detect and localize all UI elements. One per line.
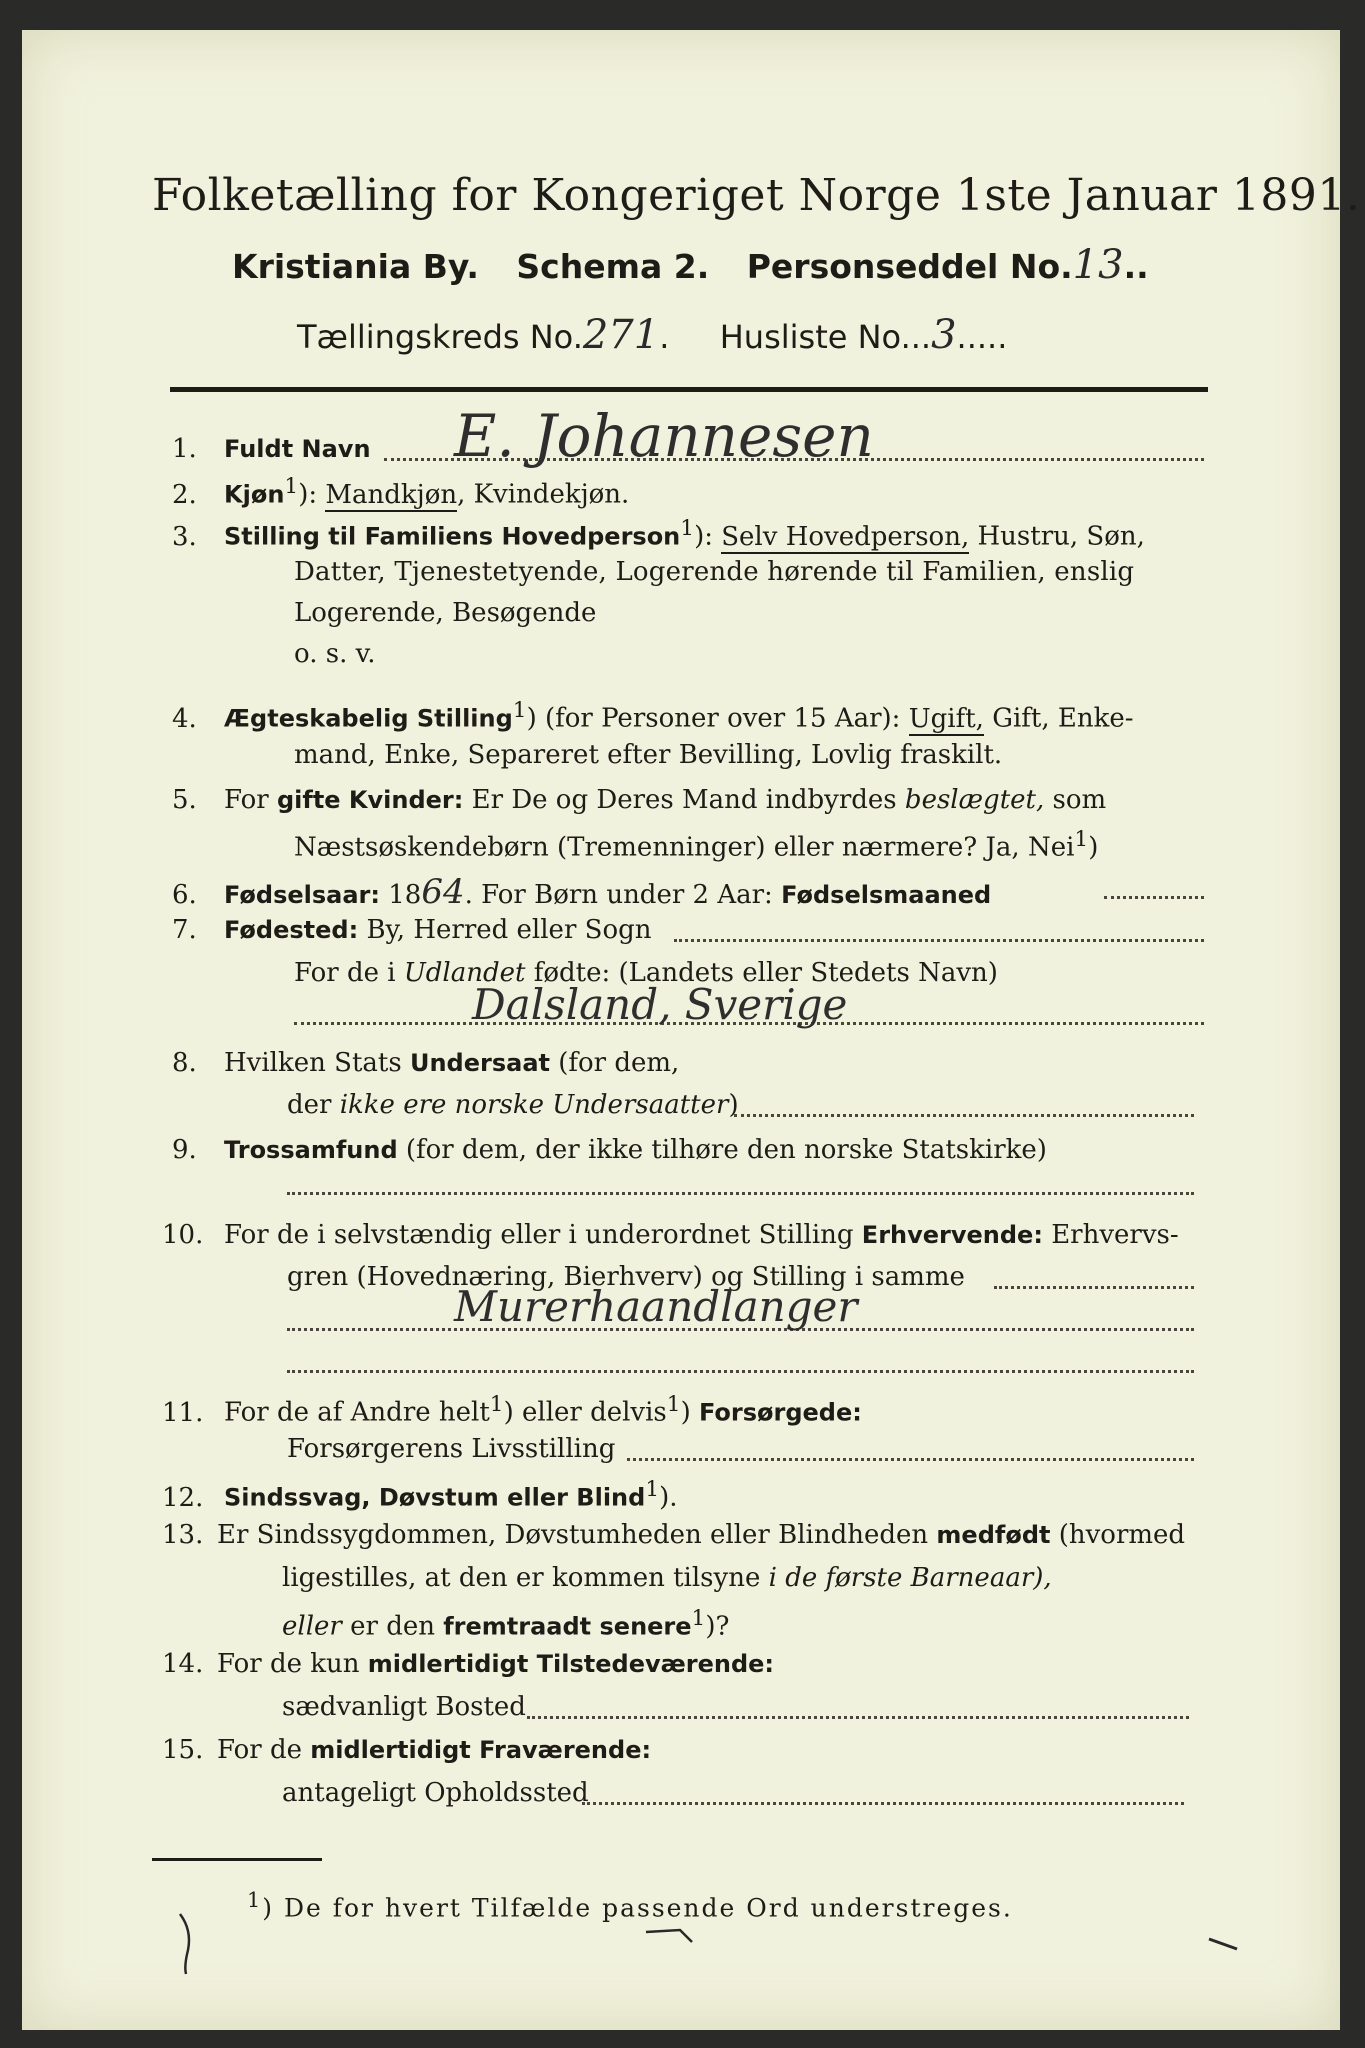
question-text: fødte: (Landets eller Stedets Navn) — [533, 958, 998, 988]
question-4-line-2 — [294, 740, 1002, 770]
question-text-italic: eller — [282, 1611, 342, 1642]
question-text: ) — [680, 1397, 691, 1428]
selected-option-mandkjon: Mandkjøn — [325, 479, 458, 510]
question-text: By, Herred eller Sogn — [366, 915, 652, 945]
question-label: Sindssvag, Døvstum eller Blind — [224, 1483, 646, 1512]
question-label: Trossamfund — [224, 1136, 398, 1164]
question-14 — [162, 1649, 774, 1679]
census-form-sheet — [22, 30, 1361, 2030]
question-text-italic: i de første Barneaar), — [768, 1563, 1052, 1593]
question-number: 1. — [172, 434, 197, 464]
personseddel-dots: .. — [1123, 247, 1149, 286]
question-number: 3. — [172, 521, 197, 552]
question-5 — [172, 785, 1106, 815]
question-14-line-2: sædvanligt Bosted — [282, 1692, 526, 1722]
question-3-line-2: Datter, Tjenestetyende, Logerende hørende til Familien, enslig — [294, 557, 1135, 587]
question-text: Næstsøskendebørn (Tremenninger) eller nærmere? Ja, Nei — [294, 832, 1075, 863]
question-label: midlertidigt Fraværende: — [310, 1736, 652, 1764]
answer-line — [527, 1716, 1189, 1719]
question-label: Fødested: — [224, 916, 359, 944]
answer-line — [287, 1192, 1194, 1195]
question-text: (hvormed — [1058, 1520, 1186, 1550]
question-label: Kjøn — [224, 480, 285, 509]
question-text: ) eller delvis — [503, 1397, 667, 1428]
question-label-suffix: ): — [694, 521, 713, 552]
schema-label: Schema 2. — [516, 247, 710, 286]
question-number: 11. — [162, 1397, 204, 1428]
question-text-italic: Udlandet — [403, 958, 526, 988]
question-label-suffix: ): — [298, 479, 318, 510]
question-8 — [172, 1048, 679, 1078]
question-text-italic: ikke ere norske Undersaatter — [339, 1090, 729, 1120]
question-text: der — [287, 1090, 332, 1120]
question-4 — [172, 698, 1134, 734]
footnote-marker: 1 — [666, 1392, 681, 1417]
question-number: 15. — [162, 1735, 204, 1765]
question-8-line-2 — [287, 1090, 739, 1120]
birth-year-answer: 64 — [421, 872, 465, 912]
footnote-marker: 1 — [691, 1606, 706, 1631]
question-number: 9. — [172, 1135, 197, 1165]
question-5-line-2 — [294, 827, 1098, 863]
question-label: fremtraadt senere — [443, 1612, 692, 1641]
question-label: Undersaat — [409, 1049, 550, 1077]
footnote-divider — [152, 1858, 322, 1861]
question-text: )? — [705, 1611, 730, 1642]
selected-option-ugift: Ugift, — [908, 703, 984, 734]
selected-option-selv-hovedperson: Selv Hovedperson, — [721, 521, 970, 552]
question-6: 6. Fødselsaar: 1864. For Børn under 2 Aar: Fødselsmaaned — [172, 872, 992, 912]
question-label: Fødselsmaaned — [781, 881, 992, 909]
question-number: 5. — [172, 785, 197, 815]
question-label-suffix: ) (for Personer over 15 Aar): — [526, 703, 901, 734]
form-title: Folketælling for Kongeriget Norge 1ste Januar 1891. — [152, 170, 1361, 221]
question-label: Fuldt Navn — [224, 435, 371, 463]
year-prefix: 18 — [388, 880, 422, 910]
answer-line — [734, 1114, 1194, 1117]
option-fraskilt: fraskilt. — [900, 740, 1003, 770]
question-3 — [172, 516, 1145, 552]
answer-line — [287, 1370, 1194, 1373]
pen-mark — [642, 1920, 702, 1950]
question-9 — [172, 1135, 1047, 1165]
personseddel-number: 13 — [1072, 242, 1124, 288]
husliste-dots-right: ..... — [956, 318, 1008, 356]
question-10-line-2: gren (Hovednæring, Bierhverv) og Stilling i samme — [287, 1262, 965, 1292]
footnote-text: ) De for hvert Tilfælde passende Ord understreges. — [262, 1893, 1013, 1923]
question-2: 2. Kjøn$^1$): Mandkjøn, Kvindekjøn. — [172, 474, 630, 510]
occupation-answer: Murerhaandlanger — [454, 1282, 858, 1331]
question-7 — [172, 915, 652, 945]
footnote-marker: 1 — [645, 1477, 660, 1502]
question-text: ). — [659, 1482, 678, 1513]
question-text: For de af Andre helt — [224, 1397, 490, 1428]
footnote-marker: 1 — [1074, 827, 1089, 852]
pen-mark — [162, 1910, 222, 1980]
option-text: Hustru, Søn, — [977, 521, 1145, 552]
question-label-prefix: For de — [217, 1735, 302, 1765]
question-number: 2. — [172, 479, 197, 510]
question-label: gifte Kvinder: — [276, 786, 464, 814]
footnote-marker: 1 — [680, 516, 695, 541]
question-text: (for dem, — [558, 1048, 680, 1078]
question-10 — [162, 1220, 1179, 1250]
question-text: ) — [728, 1090, 739, 1120]
kreds-number: 271 — [582, 312, 660, 358]
question-13-line-3 — [282, 1606, 729, 1642]
question-15 — [162, 1735, 651, 1765]
question-number: 14. — [162, 1649, 204, 1679]
name-answer: E. Johannesen — [454, 402, 874, 470]
question-text: Hvilken Stats — [224, 1048, 402, 1078]
question-number: 4. — [172, 703, 197, 734]
question-label: midlertidigt Tilstedeværende: — [367, 1650, 775, 1678]
question-number: 8. — [172, 1048, 197, 1078]
answer-line — [627, 1458, 1194, 1461]
option-kvindekjon: Kvindekjøn. — [473, 479, 630, 510]
birthplace-answer: Dalsland, Sverige — [472, 980, 848, 1029]
question-3-line-3: Logerende, Besøgende — [294, 598, 597, 628]
question-3-line-4: o. s. v. — [294, 639, 376, 669]
husliste-label: Husliste No. — [719, 318, 911, 356]
question-text: For Børn under 2 Aar: — [481, 880, 773, 910]
header-divider — [170, 387, 1208, 392]
option-text: Gift, Enke- — [992, 703, 1134, 734]
question-label: Erhvervende: — [861, 1221, 1043, 1249]
question-number: 7. — [172, 915, 197, 945]
question-text: (for dem, der ikke tilhøre den norske Statskirke) — [405, 1135, 1047, 1165]
question-text: som — [1052, 785, 1107, 815]
footnote-marker: 1 — [247, 1888, 263, 1912]
question-number: 12. — [162, 1482, 204, 1513]
personseddel-label: Personseddel No. — [746, 247, 1073, 286]
form-subtitle-line-1 — [232, 242, 1149, 288]
question-1 — [172, 434, 371, 464]
question-number: 13. — [162, 1520, 204, 1550]
question-text-italic: beslægtet, — [904, 785, 1045, 815]
answer-line — [582, 1802, 1184, 1805]
question-text: Erhvervs- — [1051, 1220, 1179, 1250]
pen-mark — [1207, 1935, 1247, 1955]
footnote — [247, 1888, 1013, 1922]
answer-line — [674, 939, 1204, 942]
form-subtitle-line-2 — [297, 312, 1007, 358]
answer-line — [1104, 896, 1204, 899]
footnote-marker: 1 — [489, 1392, 504, 1417]
question-text: Er Sindssygdommen, Døvstumheden eller Blindheden — [217, 1520, 929, 1550]
city-label: Kristiania By. — [232, 247, 479, 286]
option-text: mand, Enke, Separeret efter Bevilling, Lovlig — [294, 740, 892, 770]
question-text: For de i — [294, 958, 396, 988]
answer-line — [994, 1286, 1194, 1289]
question-15-line-2: antageligt Opholdssted — [282, 1778, 589, 1808]
question-13-line-2 — [282, 1563, 1052, 1593]
kreds-dot: . — [659, 318, 670, 356]
question-text: ) — [1088, 832, 1099, 863]
question-number: 10. — [162, 1220, 204, 1250]
question-label: medfødt — [936, 1521, 1051, 1549]
question-number: 6. — [172, 880, 197, 910]
question-label: Fødselsaar: — [224, 881, 380, 909]
question-text: For de i selvstændig eller i underordnet Stilling — [224, 1220, 854, 1250]
kreds-label: Tællingskreds No. — [297, 318, 583, 356]
question-12 — [162, 1477, 678, 1513]
question-label: Stilling til Familiens Hovedperson — [224, 522, 681, 551]
footnote-marker: 1 — [512, 698, 527, 723]
question-label-prefix: For de kun — [217, 1649, 360, 1679]
husliste-number: 3 — [931, 312, 957, 358]
husliste-dots-left: .. — [910, 318, 932, 356]
question-label: Ægteskabelig Stilling — [224, 704, 513, 733]
question-label-prefix: For — [224, 785, 269, 815]
footnote-marker: 1 — [284, 474, 299, 499]
question-label: Forsørgede: — [698, 1398, 862, 1427]
question-text: Er De og Deres Mand indbyrdes — [471, 785, 897, 815]
question-text: er den — [350, 1611, 435, 1642]
question-11-line-2: Forsørgerens Livsstilling — [287, 1434, 616, 1464]
question-13 — [162, 1520, 1185, 1550]
question-11 — [162, 1392, 862, 1428]
question-text: ligestilles, at den er kommen tilsyne — [282, 1563, 761, 1593]
